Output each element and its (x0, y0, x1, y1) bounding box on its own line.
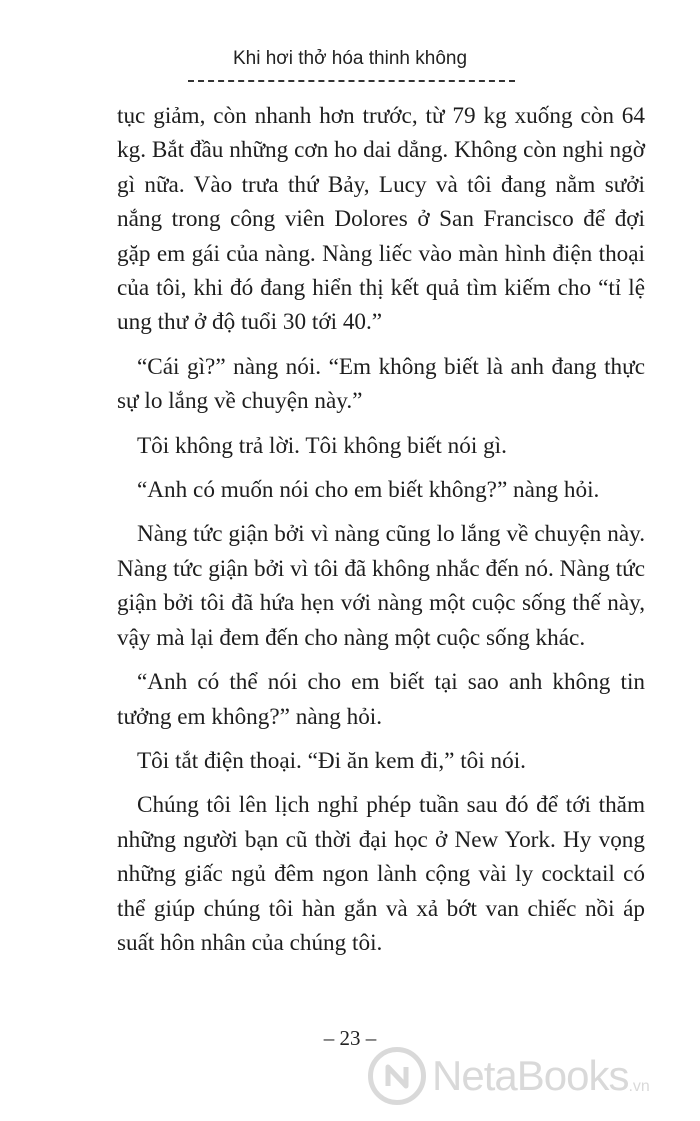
watermark-suffix: .vn (628, 1078, 650, 1095)
watermark (368, 1036, 688, 1116)
logo-n-glyph-icon (382, 1061, 412, 1091)
paragraph: tục giảm, còn nhanh hơn trước, từ 79 kg xuống còn 64 kg. Bắt đầu những cơn ho dai dẳng. Không còn nghi ngờ gì nữa. Vào trưa thứ Bảy, Lucy và tôi đang nằm sưởi nắng trong công viên Dolores ở San Francisco để đợi gặp em gái của nàng. Nàng liếc vào màn hình điện thoại của tôi, khi đó đang hiển thị kết quả tìm kiếm cho “tỉ lệ ung thư ở độ tuổi 30 tới 40.” (117, 103, 645, 336)
running-header-title: Khi hơi thở hóa thinh không (232, 48, 468, 69)
paragraph: Chúng tôi lên lịch nghỉ phép tuần sau đó để tới thăm những người bạn cũ thời đại học ở New York. Hy vọng những giấc ngủ đêm ngon lành cộng vài ly cocktail có thể giúp chúng tôi hàn gắn và xả bớt van chiếc nồi áp suất hôn nhân của chúng tôi. (117, 792, 645, 956)
page-number: – 23 – (323, 1026, 377, 1050)
page-body (117, 99, 645, 970)
paragraph: Tôi không trả lời. Tôi không biết nói gì. (137, 432, 507, 459)
paragraph: “Anh có thể nói cho em biết tại sao anh không tin tưởng em không?” nàng hỏi. (117, 669, 645, 730)
header-divider (188, 80, 515, 82)
paragraph: Nàng tức giận bởi vì nàng cũng lo lắng về chuyện này. Nàng tức giận bởi vì tôi đã không nhắc đến nó. Nàng tức giận bởi tôi đã hứa hẹn với nàng một cuộc sống thế này, vậy mà lại đem đến cho nàng một cuộc sống khác. (117, 521, 645, 651)
paragraph: Tôi tắt điện thoại. “Đi ăn kem đi,” tôi nói. (137, 747, 526, 774)
paragraph: “Anh có muốn nói cho em biết không?” nàng hỏi. (137, 477, 600, 504)
netabooks-logo-icon (368, 1047, 426, 1105)
watermark-brand: NetaBooks (432, 1052, 629, 1099)
paragraph: “Cái gì?” nàng nói. “Em không biết là anh đang thực sự lo lắng về chuyện này.” (117, 353, 645, 415)
